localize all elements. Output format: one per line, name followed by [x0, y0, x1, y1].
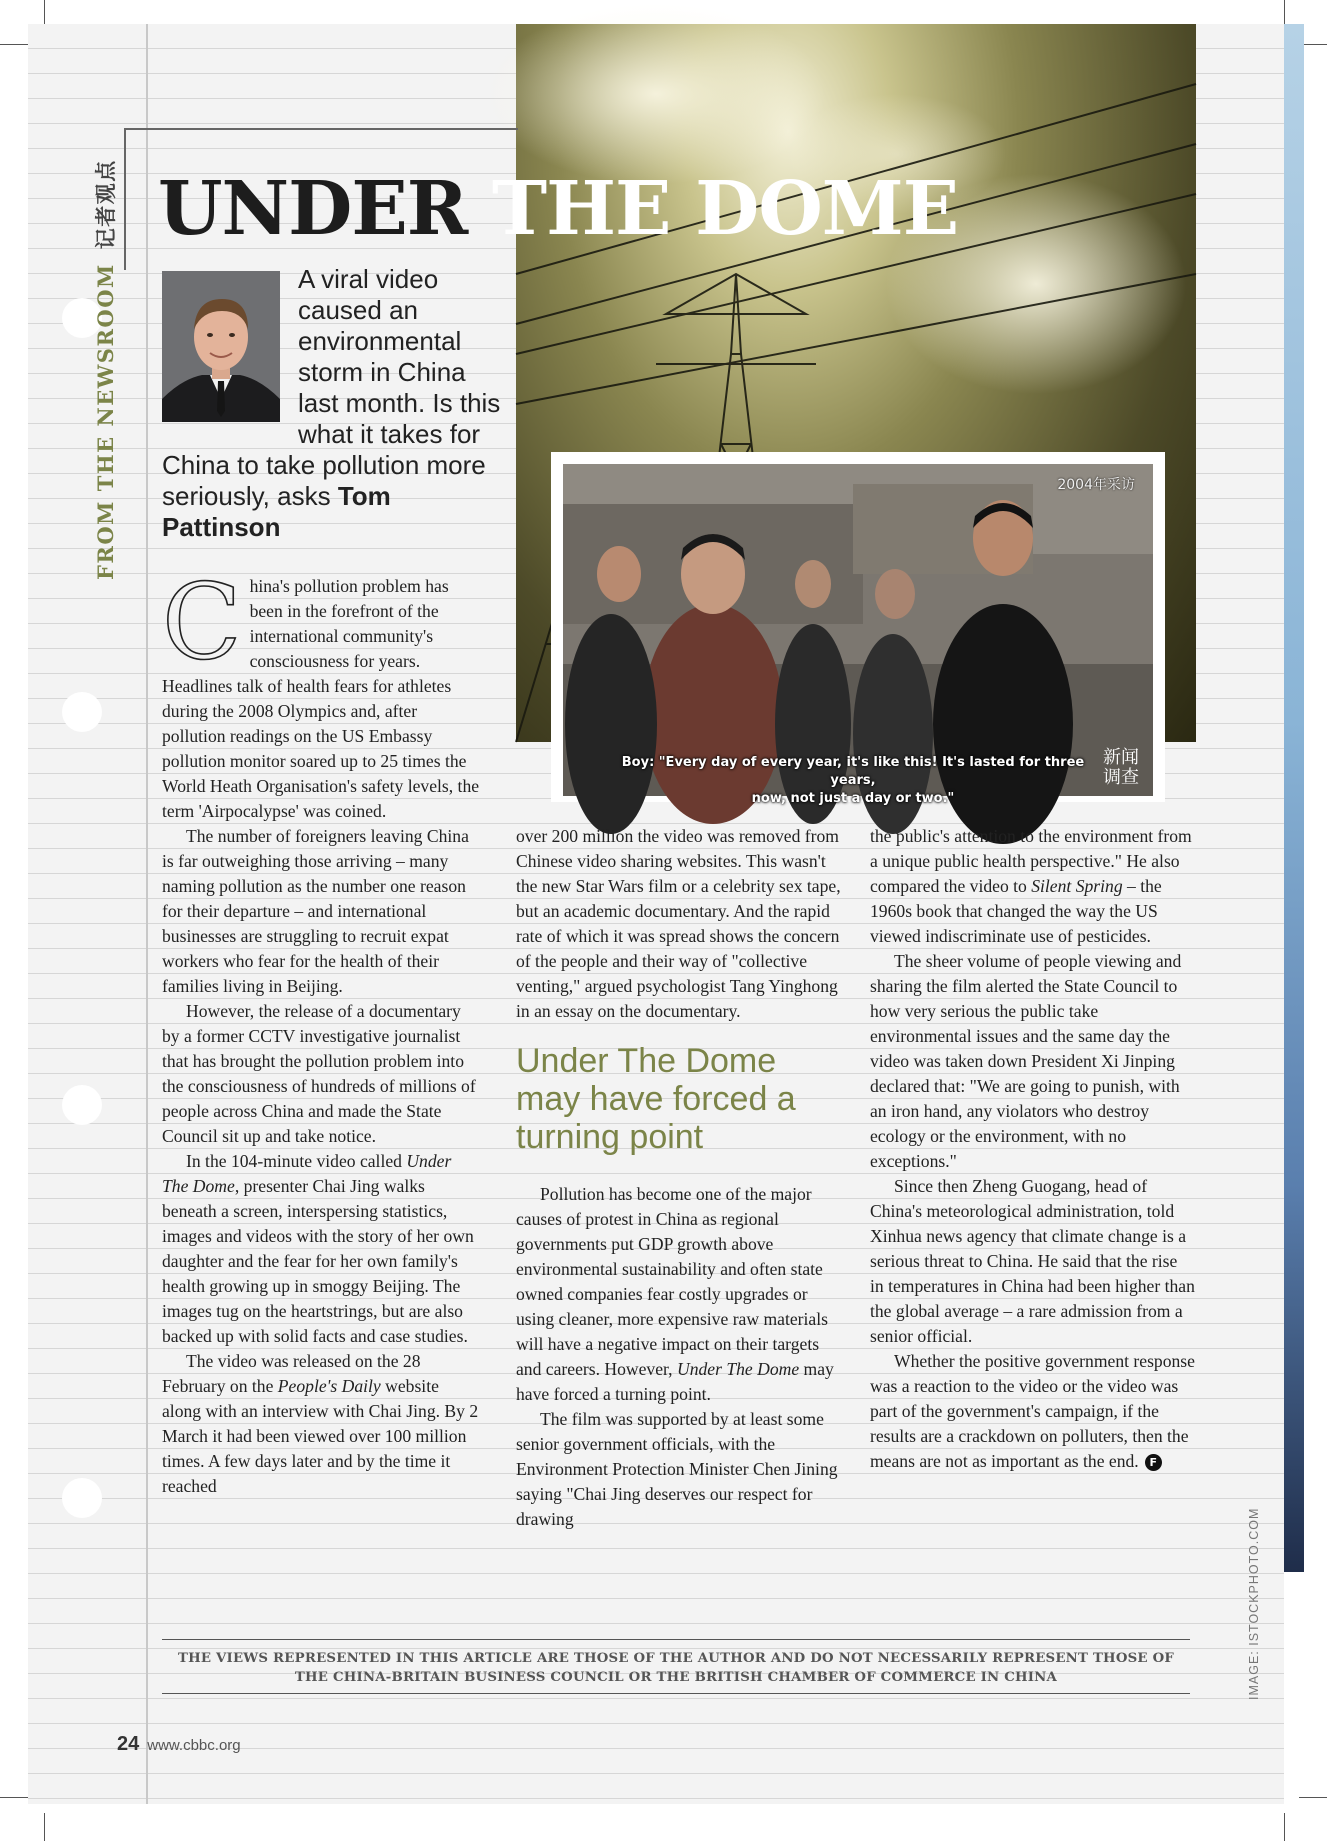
- crop-mark: [1284, 1813, 1285, 1841]
- margin-line: [146, 24, 148, 1804]
- pull-quote: Under The Dome may have forced a turning point: [516, 1042, 796, 1156]
- punch-hole: [62, 1478, 102, 1518]
- paragraph-text: website along with an interview with Chai Jing. By 2 March it had been viewed over 100 million times. A few days later and by the time it reached: [162, 1376, 479, 1496]
- title-part-1: UNDER: [158, 166, 468, 252]
- end-mark-icon: F: [1145, 1454, 1162, 1471]
- paragraph: [162, 1149, 482, 1349]
- section-tag-cn: 记者观点: [93, 159, 118, 250]
- crop-mark: [0, 1797, 28, 1798]
- paragraph-text: Whether the positive government response was a reaction to the video or the video was part of the government's campaign, if the results are a crackdown on polluters, then the means are not as important as the end.: [870, 1351, 1195, 1471]
- body-column-1: [162, 561, 482, 1499]
- paragraph: Since then Zheng Guogang, head of China's meteorological administration, told Xinhua news agency that climate change is a serious threat to China. He said that the rise in temperatures in China had been higher than the global average – a rare admission from a senior official.: [870, 1176, 1195, 1346]
- standfirst: [162, 264, 508, 543]
- paragraph: However, the release of a documentary by a former CCTV investigative journalist that has brought the pollution problem into the consciousness of hundreds of millions of people across China and made the State Council sit up and take notice.: [162, 1001, 476, 1146]
- article-title: [158, 166, 959, 252]
- documentary-scene: [563, 464, 1153, 796]
- title-part-2: THE DOME: [492, 166, 959, 252]
- punch-hole: [62, 692, 102, 732]
- video-still-frame: [551, 452, 1165, 806]
- drop-cap: C: [162, 561, 242, 683]
- paragraph: The sheer volume of people viewing and sharing the film alerted the State Council to how very serious the public take environmental issues and the same day the video was taken down President Xi Jinping declared that: "We are going to punish, with an iron hand, any violators who destroy ecology or the environment, with no exceptions.": [870, 951, 1182, 1171]
- paragraph-text: Pollution has become one of the major causes of protest in China as regional governments put GDP growth above environmental sustainability and often state owned companies fear costly upgrades or using cleaner, more expensive raw materials will have a negative impact on their targets and careers. However,: [516, 1184, 828, 1379]
- page-number: 24: [117, 1733, 140, 1755]
- image-credit: IMAGE: ISTOCKPHOTO.COM: [1247, 1507, 1261, 1700]
- video-subtitle-line-1: Boy: "Every day of every year, it's like this! It's lasted for three years,: [621, 755, 1085, 788]
- paragraph: [162, 1349, 482, 1499]
- headshot-spacer: [162, 264, 298, 424]
- paragraph: [870, 1349, 1195, 1474]
- paragraph: [162, 561, 482, 824]
- standfirst-text: A viral video caused an environmental storm in China last month. Is this what it takes for China to take pollution more seriously, asks: [162, 264, 501, 511]
- paragraph: The number of foreigners leaving China is far outweighing those arriving – many naming pollution as the number one reason for their departure – and international businesses are struggling to recruit expat workers who fear for the health of their families living in Beijing.: [162, 826, 469, 996]
- disclaimer: THE VIEWS REPRESENTED IN THIS ARTICLE ARE THOSE OF THE AUTHOR AND DO NOT NECESSARILY REPRESENT THOSE OF THE CHINA-BRITAIN BUSINESS COUNCIL OR THE BRITISH CHAMBER OF COMMERCE IN CHINA: [162, 1639, 1190, 1694]
- paragraph-italic: Under The Dome: [676, 1359, 800, 1379]
- paragraph: [516, 1182, 846, 1407]
- section-tag: [90, 159, 120, 580]
- body-column-2: [516, 824, 846, 1532]
- video-year-mark: 2004年采访: [1057, 477, 1135, 493]
- author-name: Tom Pattinson: [162, 481, 391, 542]
- paragraph-italic: Under The Dome: [162, 1151, 452, 1196]
- page-edge-image-strip: [1284, 24, 1304, 1572]
- crop-mark: [1299, 1797, 1327, 1798]
- body-column-3: [870, 824, 1195, 1474]
- paragraph: The film was supported by at least some senior government officials, with the Environment Protection Minister Chen Jining saying "Chai Jing deserves our respect for drawing: [516, 1409, 838, 1529]
- video-still-image: [563, 464, 1153, 806]
- paragraph-italic: Silent Spring: [1031, 876, 1123, 896]
- paragraph-text: the public's attention to the environment from a unique public health perspective." He also compared the video to: [870, 826, 1192, 896]
- section-tag-en: FROM THE NEWSROOM: [93, 263, 118, 580]
- paragraph-italic: People's Daily: [277, 1376, 381, 1396]
- broadcaster-logo: 新闻调查: [1103, 747, 1139, 788]
- paragraph-text: In the 104-minute video called: [186, 1151, 407, 1171]
- paragraph-text: hina's pollution problem has been in the forefront of the international community's consciousness for years. Headlines talk of health fears for athletes during the 2008 Olympics and, after pollution readings on the US Embassy pollution monitor soared up to 25 times the World Heath Organisation's safety levels, the term 'Airpocalypse' was coined.: [162, 576, 480, 821]
- paragraph-text: may have forced a turning point.: [516, 1359, 834, 1404]
- paragraph-text: The video was released on the 28 February on the: [162, 1351, 421, 1396]
- paragraph-text: – the 1960s book that changed the way the US viewed indiscriminate use of pesticides.: [870, 876, 1162, 946]
- crop-mark: [0, 44, 28, 45]
- crop-mark: [44, 1813, 45, 1841]
- paragraph-text: , presenter Chai Jing walks beneath a screen, interspersing statistics, images and videos with the story of her own daughter and the fear for her own family's health growing up in smoggy Beijing. The images tug on the heartstrings, but are also backed up with solid facts and case studies.: [162, 1176, 474, 1346]
- website-url: www.cbbc.org: [147, 1737, 241, 1754]
- video-subtitle: [603, 754, 1103, 808]
- punch-hole: [62, 1085, 102, 1125]
- folio: [117, 1733, 241, 1756]
- video-subtitle-line-2: now, not just a day or two.": [751, 791, 955, 806]
- paragraph: [870, 824, 1195, 949]
- paragraph: over 200 million the video was removed from Chinese video sharing websites. This wasn't the new Star Wars film or a celebrity sex tape, but an academic documentary. And the rapid rate of which it was spread shows the concern of the people and their way of "collective venting," argued psychologist Tang Yinghong in an essay on the documentary.: [516, 826, 841, 1021]
